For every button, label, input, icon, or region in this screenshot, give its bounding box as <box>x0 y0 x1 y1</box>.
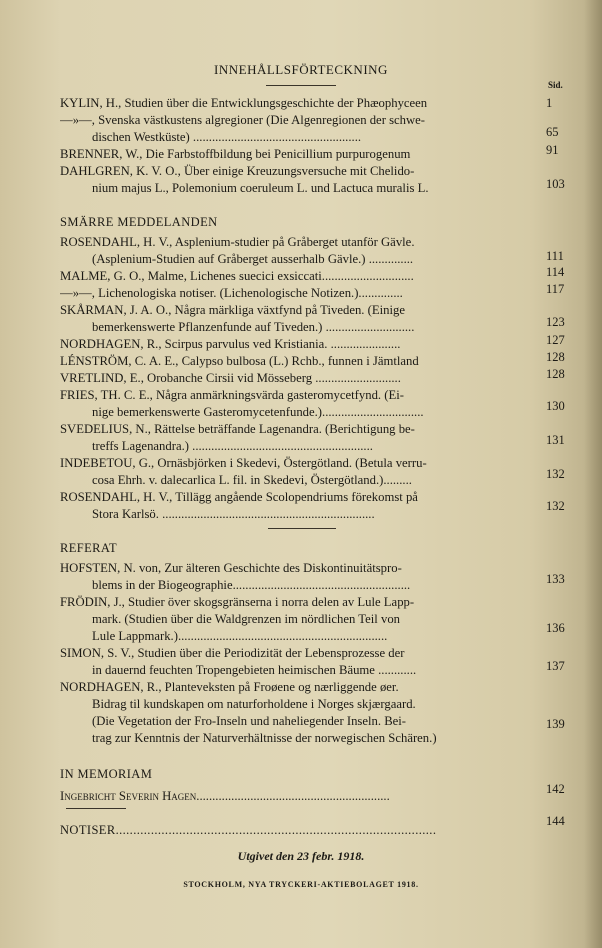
toc-page-number: 136 <box>546 621 565 635</box>
page-edge-shadow <box>584 0 602 948</box>
toc-entry: in dauernd feuchten Tropengebieten heimischen Bäume ............ <box>92 663 417 677</box>
toc-entry: Stora Karlsö. ................................................................... <box>92 507 375 521</box>
toc-page-number: 133 <box>546 572 565 586</box>
toc-entry: MALME, G. O., Malme, Lichenes suecici exsiccati............................. <box>60 269 414 283</box>
section-rule <box>268 528 336 529</box>
toc-page-number: 1 <box>546 96 553 110</box>
toc-page-number: 111 <box>546 249 564 263</box>
page-title: INNEHÅLLSFÖRTECKNING <box>214 62 388 77</box>
toc-entry: Lule Lappmark.).................................................................. <box>92 629 388 643</box>
toc-entry: VRETLIND, E., Orobanche Cirsii vid Mösseberg ........................... <box>60 371 401 385</box>
toc-entry: trag zur Kenntnis der Naturverhältnisse der norwegischen Schären.) <box>92 731 437 745</box>
section-rule <box>66 808 126 809</box>
toc-entry: Bidrag til kundskapen om naturforholdene i Norges skjærgaard. <box>92 697 416 711</box>
toc-entry: mark. (Studien über die Waldgrenzen im nördlichen Teil von <box>92 612 401 626</box>
toc-entry: (Die Vegetation der Fro-Inseln und naheliegender Inseln. Bei- <box>92 714 407 728</box>
toc-page-number: 128 <box>546 367 565 381</box>
toc-page-number: 132 <box>546 499 565 513</box>
toc-page-number: 114 <box>546 265 565 279</box>
toc-entry: bemerkenswerte Pflanzenfunde auf Tiveden.) ............................ <box>92 320 415 334</box>
toc-entry: FRIES, TH. C. E., Några anmärkningsvärda gasteromycetfynd. (Ei- <box>60 388 405 402</box>
toc-entry: SVEDELIUS, N., Rättelse beträffande Lagenandra. (Berichtigung be- <box>60 422 415 436</box>
toc-page-number: 131 <box>546 433 565 447</box>
section-heading: SMÄRRE MEDDELANDEN <box>60 215 218 229</box>
toc-page-number: 91 <box>546 143 559 157</box>
toc-page-number: 142 <box>546 782 565 796</box>
toc-entry: INDEBETOU, G., Ornäsbjörken i Skedevi, Östergötland. (Betula verru- <box>60 456 427 470</box>
toc-entry: DAHLGREN, K. V. O., Über einige Kreuzungsversuche mit Chelido- <box>60 164 415 178</box>
toc-entry: (Asplenium-Studien auf Gråberget ausserhalb Gävle.) .............. <box>92 252 414 266</box>
toc-entry: —»—, Svenska västkustens algregioner (Die Algenregionen der schwe- <box>60 113 426 127</box>
toc-page-number: 132 <box>546 467 565 481</box>
toc-entry: KYLIN, H., Studien über die Entwicklungsgeschichte der Phæophyceen <box>60 96 428 110</box>
toc-entry: Ingebricht Severin Hagen............................................................. <box>60 789 390 803</box>
toc-entry: LÉNSTRÖM, C. A. E., Calypso bulbosa (L.) Rchb., funnen i Jämtland <box>60 354 419 368</box>
toc-entry: NORDHAGEN, R., Planteveksten på Froøene og nærliggende øer. <box>60 680 399 694</box>
toc-page-number: 123 <box>546 315 565 329</box>
toc-entry: HOFSTEN, N. von, Zur älteren Geschichte des Diskontinuitätspro- <box>60 561 402 575</box>
toc-page-number: 137 <box>546 659 565 673</box>
toc-entry: SKÅRMAN, J. A. O., Några märkliga växtfynd på Tiveden. (Einige <box>60 303 405 317</box>
printer-imprint: STOCKHOLM, NYA TRYCKERI-AKTIEBOLAGET 1918. <box>183 880 419 889</box>
column-header-page: Sid. <box>548 80 563 90</box>
section-heading: NOTISER........................................................................................... <box>60 823 437 837</box>
toc-entry: BRENNER, W., Die Farbstoffbildung bei Penicillium purpurogenum <box>60 147 411 161</box>
toc-entry: dischen Westküste) ..................................................... <box>92 130 362 144</box>
toc-page-number: 128 <box>546 350 565 364</box>
toc-entry: nium majus L., Polemonium coeruleum L. und Lactuca muralis L. <box>92 181 429 195</box>
toc-entry: ROSENDAHL, H. V., Tillägg angående Scolopendriums förekomst på <box>60 490 418 504</box>
toc-entry: —»—, Lichenologiska notiser. (Lichenologische Notizen.).............. <box>60 286 403 300</box>
toc-page-number: 130 <box>546 399 565 413</box>
title-rule <box>266 85 336 86</box>
section-heading: REFERAT <box>60 541 117 555</box>
section-heading: IN MEMORIAM <box>60 767 153 781</box>
toc-entry: nige bemerkenswerte Gasteromycetenfunde.)................................ <box>92 405 424 419</box>
publication-date: Utgivet den 23 febr. 1918. <box>237 849 365 863</box>
toc-entry: SIMON, S. V., Studien über die Periodizität der Lebensprozesse der <box>60 646 405 660</box>
toc-page-number: 127 <box>546 333 565 347</box>
toc-entry: cosa Ehrh. v. dalecarlica L. fil. in Skedevi, Östergötland.)......... <box>92 473 412 487</box>
toc-page-number: 117 <box>546 282 565 296</box>
toc-page-number: 103 <box>546 177 565 191</box>
toc-entry: FRÖDIN, J., Studier över skogsgränserna i norra delen av Lule Lapp- <box>60 595 415 609</box>
toc-entry: ROSENDAHL, H. V., Asplenium-studier på Gråberget utanför Gävle. <box>60 235 415 249</box>
toc-entry: NORDHAGEN, R., Scirpus parvulus ved Kristiania. ...................... <box>60 337 401 351</box>
toc-page-number: 144 <box>546 814 565 828</box>
toc-page-number: 139 <box>546 717 565 731</box>
toc-entry: treffs Lagenandra.) ......................................................... <box>92 439 373 453</box>
toc-page-number: 65 <box>546 125 559 139</box>
toc-entry: blems in der Biogeographie........................................................ <box>92 578 411 592</box>
